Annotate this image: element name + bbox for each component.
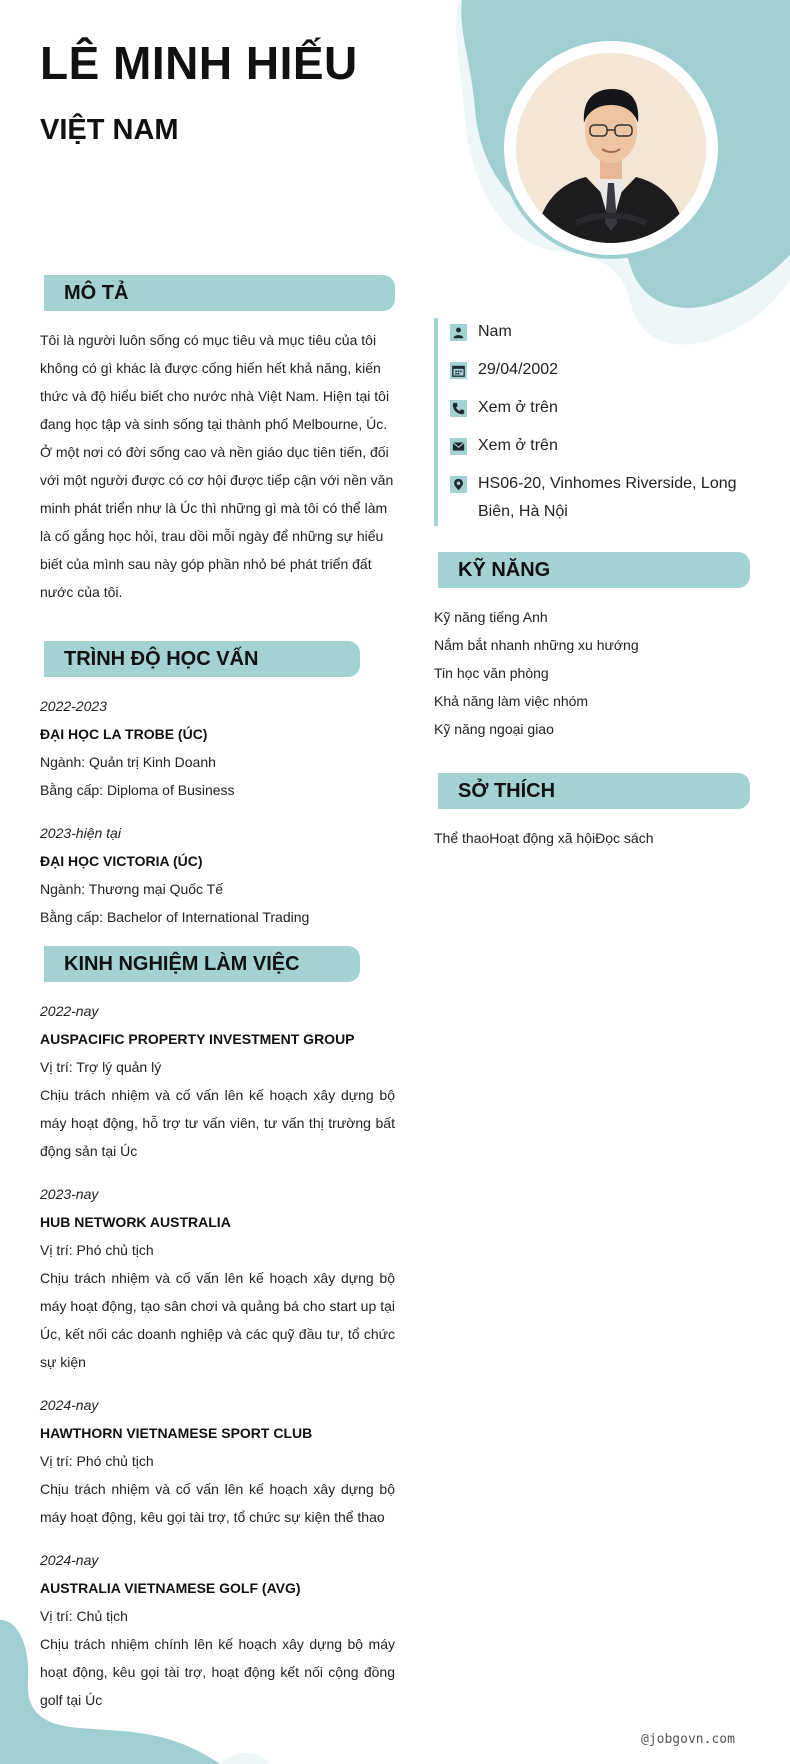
contact-birthday [438, 356, 758, 384]
contact-address [438, 470, 758, 526]
mail-icon [450, 438, 467, 455]
experience-period: 2023-nay [40, 1186, 99, 1202]
section-title-skills-text: KỸ NĂNG [458, 559, 551, 581]
contact-birthday-text: 29/04/2002 [478, 361, 559, 378]
phone-icon [450, 400, 467, 417]
calendar-icon [450, 362, 467, 379]
education-period: 2023-hiện tại [40, 825, 121, 841]
experience-description: Chịu trách nhiệm và cố vấn lên kế hoạch xây dựng bộ máy hoạt động, hỗ trợ tư vấn viên, tư vấn thị trường bất động sản tại Úc [40, 1087, 395, 1159]
skill-item: Kỹ năng ngoại giao [434, 721, 554, 737]
experience-company: HUB NETWORK AUSTRALIA [40, 1214, 231, 1230]
skill-item: Nắm bắt nhanh những xu hướng [434, 637, 639, 653]
section-title-education-text: TRÌNH ĐỘ HỌC VẤN [64, 648, 259, 670]
education-degree: Bằng cấp: Bachelor of International Trading [40, 909, 310, 925]
education-period: 2022-2023 [40, 698, 107, 714]
section-title-experience [40, 946, 360, 982]
location-pin-icon [450, 476, 467, 493]
experience-position: Vị trí: Phó chủ tịch [40, 1242, 154, 1258]
experience-period: 2024-nay [40, 1552, 99, 1568]
education-school: ĐẠI HỌC LA TROBE (ÚC) [40, 726, 208, 742]
experience-company: AUSPACIFIC PROPERTY INVESTMENT GROUP [40, 1031, 355, 1047]
experience-description: Chịu trách nhiệm và cố vấn lên kế hoạch xây dựng bộ máy hoạt động, kêu gọi tài trợ, tổ chức sự kiện thể thao [40, 1481, 395, 1525]
hobbies-text: Thể thaoHoạt động xã hộiĐọc sách [434, 830, 654, 846]
skill-item: Tin học văn phòng [434, 665, 549, 681]
experience-description: Chịu trách nhiệm và cố vấn lên kế hoạch xây dựng bộ máy hoạt động, tạo sân chơi và quảng bá cho start up tại Úc, kết nối các doanh nghiệp và các quỹ đầu tư, tổ chức sự kiện [40, 1270, 395, 1370]
experience-position: Vị trí: Phó chủ tịch [40, 1453, 154, 1469]
person-icon [450, 324, 467, 341]
section-title-education [40, 641, 360, 677]
person-portrait-icon [516, 53, 706, 243]
contact-info [434, 318, 758, 526]
experience-position: Vị trí: Chủ tịch [40, 1608, 128, 1624]
experience-company: AUSTRALIA VIETNAMESE GOLF (AVG) [40, 1580, 301, 1596]
section-title-skills [434, 552, 750, 588]
profile-photo [516, 53, 706, 243]
contact-phone-text: Xem ở trên [478, 399, 558, 416]
section-title-about [40, 275, 395, 311]
contact-phone [438, 394, 758, 422]
education-major: Ngành: Thương mại Quốc Tế [40, 881, 224, 897]
section-title-hobbies [434, 773, 750, 809]
contact-gender-text: Nam [478, 323, 512, 340]
section-title-hobbies-text: SỞ THÍCH [458, 780, 556, 802]
experience-description: Chịu trách nhiệm chính lên kế hoạch xây dựng bộ máy hoạt động, kêu gọi tài trợ, hoạt động kết nối cộng đồng golf tại Úc [40, 1636, 395, 1708]
education-degree: Bằng cấp: Diploma of Business [40, 782, 235, 798]
skill-item: Khả năng làm việc nhóm [434, 693, 589, 709]
experience-company: HAWTHORN VIETNAMESE SPORT CLUB [40, 1425, 313, 1441]
education-major: Ngành: Quản trị Kinh Doanh [40, 754, 216, 770]
experience-period: 2022-nay [40, 1003, 99, 1019]
contact-gender [438, 318, 758, 346]
watermark: @jobgovn.com [641, 1732, 735, 1747]
contact-email-text: Xem ở trên [478, 437, 558, 454]
profile-photo-frame [500, 37, 722, 259]
candidate-name: LÊ MINH HIẾU [40, 37, 358, 89]
experience-position: Vị trí: Trợ lý quản lý [40, 1059, 162, 1075]
contact-address-text: HS06-20, Vinhomes Riverside, Long Biên, Hà Nội [478, 475, 737, 520]
experience-period: 2024-nay [40, 1397, 99, 1413]
candidate-country: VIỆT NAM [40, 114, 179, 146]
skill-item: Kỹ năng tiếng Anh [434, 609, 548, 625]
contact-email [438, 432, 758, 460]
section-title-experience-text: KINH NGHIỆM LÀM VIỆC [64, 953, 300, 975]
section-title-about-text: MÔ TẢ [64, 282, 129, 304]
about-text: Tôi là người luôn sống có mục tiêu và mục tiêu của tôi không có gì khác là được cống hiến hết khả năng, kiến thức và độ hiểu biết cho nước nhà Việt Nam. Hiện tại tôi đang học tập và sinh sống tại thành phố Melbourne, Úc. Ở một nơi có đời sống cao và nền giáo dục tiên tiến, đối với một người được có cơ hội được tiếp cận với nền văn minh phát triển như là Úc thì những gì mà tôi có thể làm là cố gắng học hỏi, trau dồi mỗi ngày để những sự hiểu biết của mình sau này góp phần nhỏ bé phát triển đất nước của tôi. [40, 332, 394, 600]
education-school: ĐẠI HỌC VICTORIA (ÚC) [40, 853, 203, 869]
